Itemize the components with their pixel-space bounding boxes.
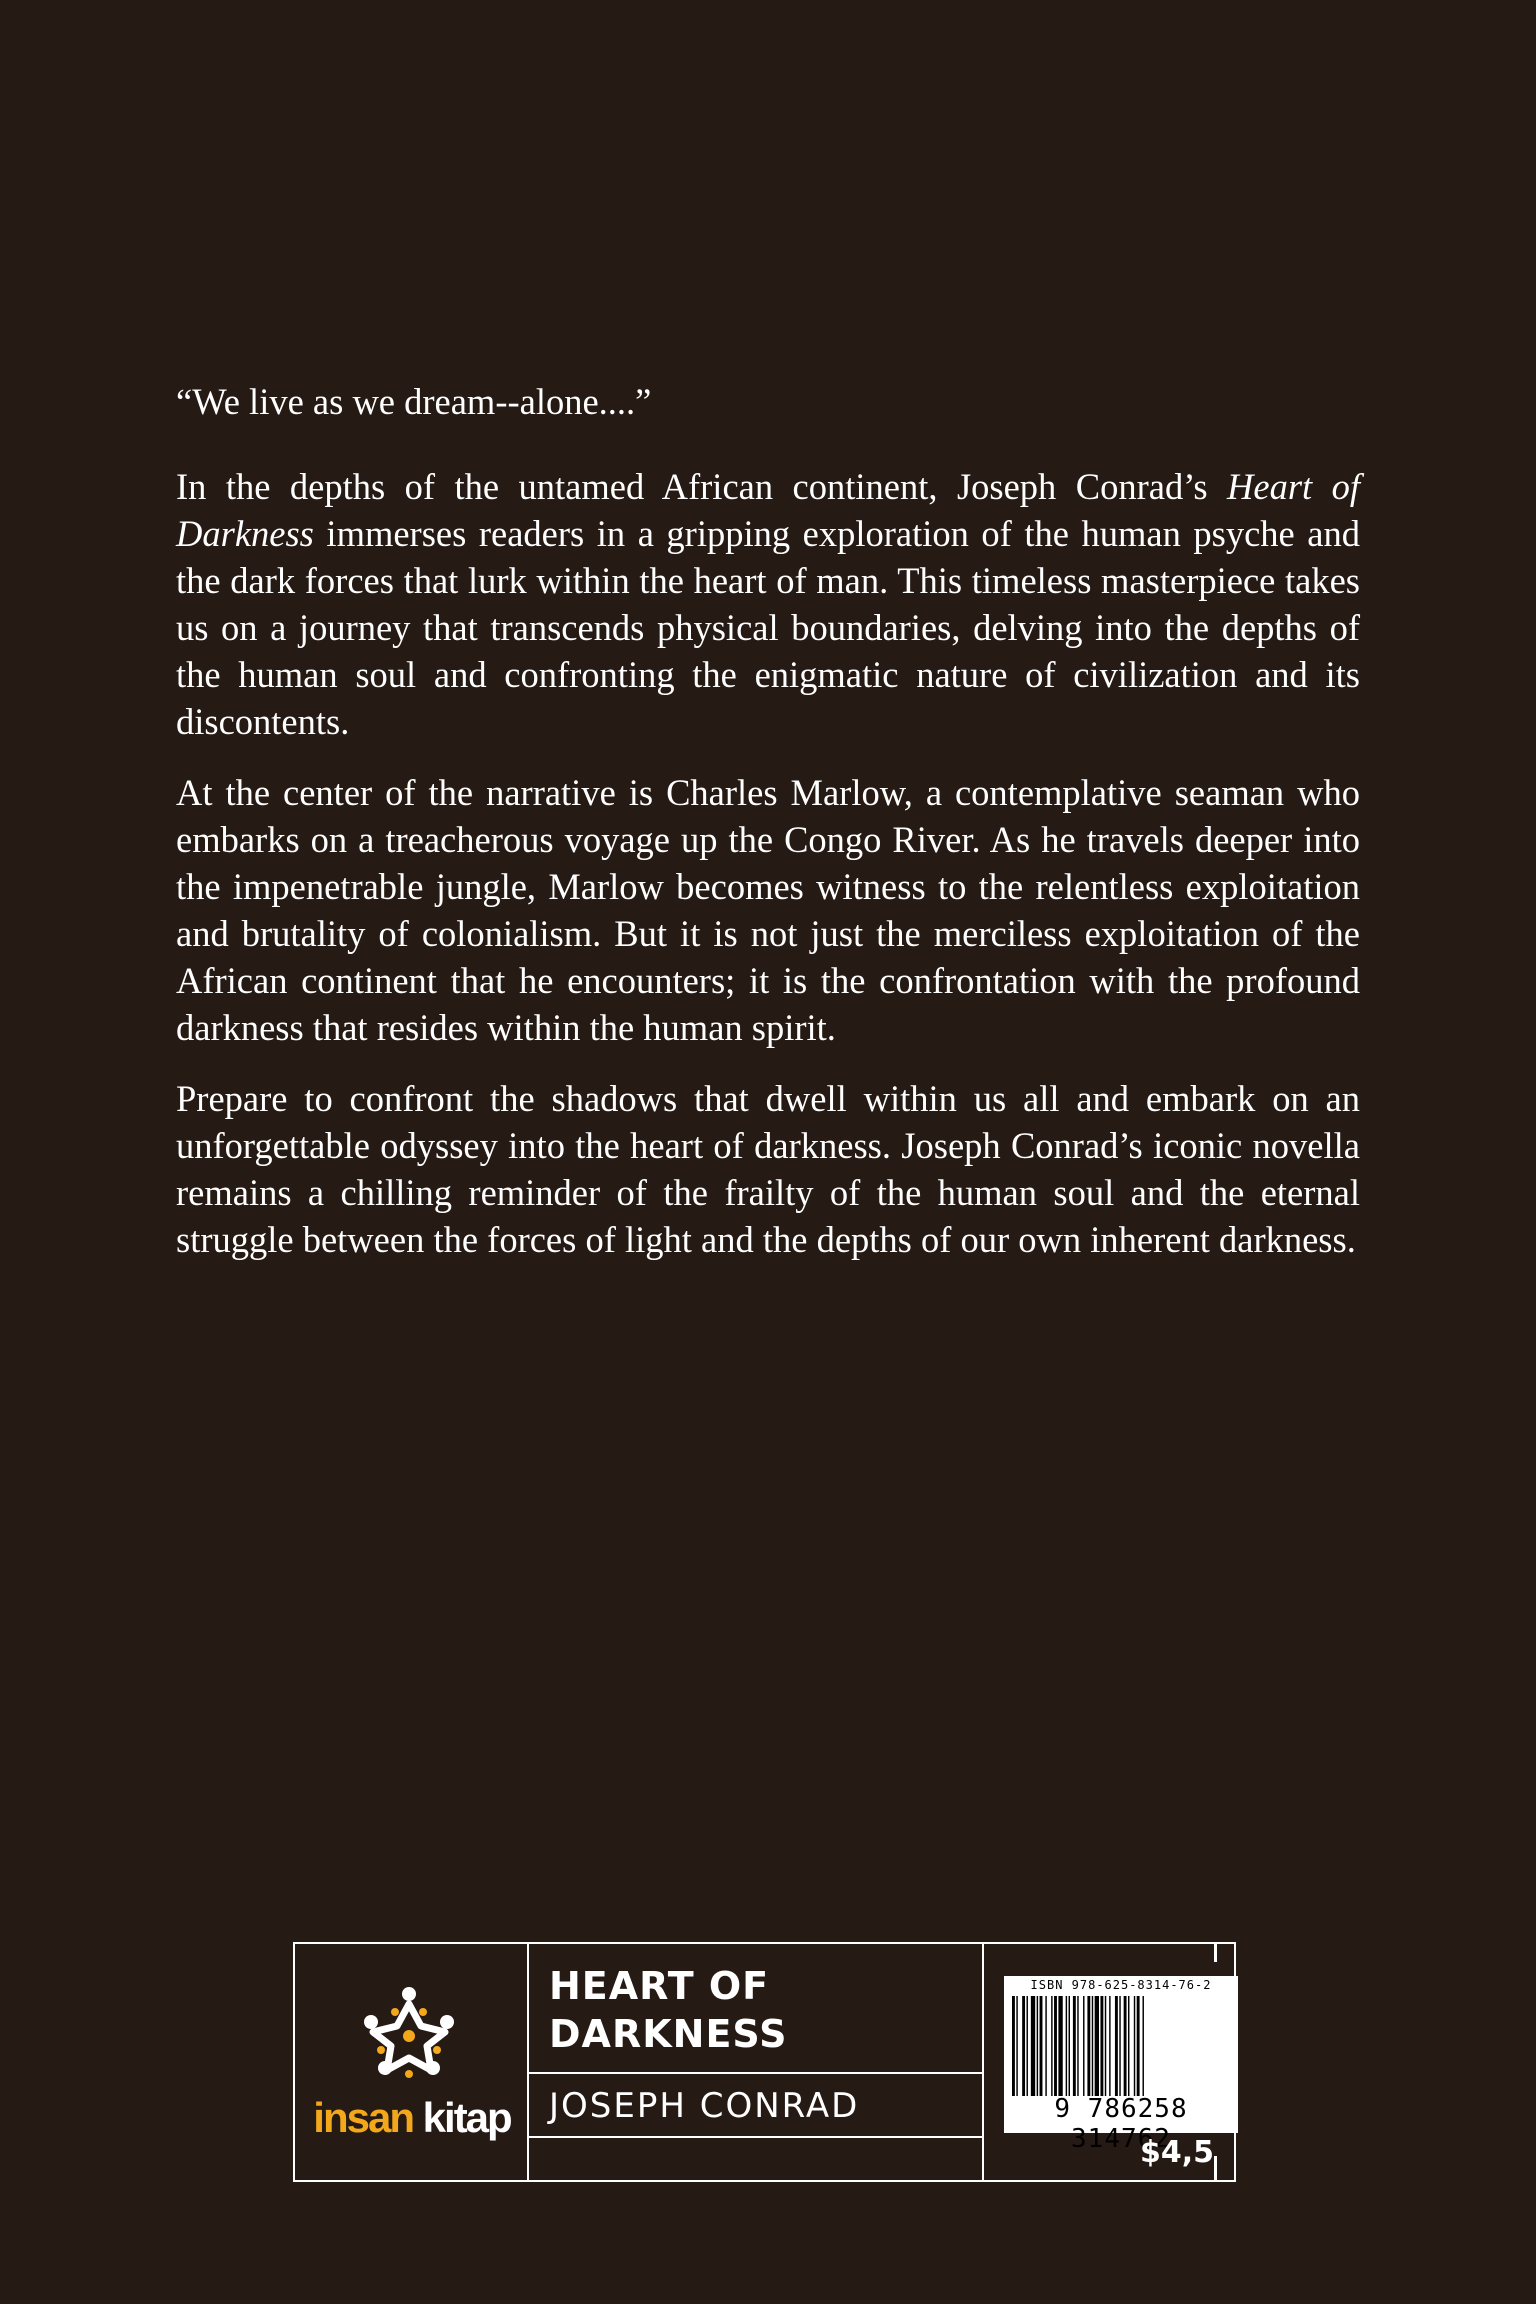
barcode-bar xyxy=(1083,1996,1084,2096)
barcode-bar xyxy=(1134,1996,1135,2096)
barcode-bar xyxy=(1092,1996,1093,2096)
publisher-name-part1: insan xyxy=(313,2094,413,2141)
publisher-name-part2: kitap xyxy=(422,2094,511,2141)
blurb-paragraph-3: Prepare to confront the shadows that dwell within us all and embark on an unforgettable odyssey into the heart of darkness. Joseph Conrad’s iconic novella remains a chilling reminder of the frailty of the human soul and the eternal struggle between the forces of light and the depths of our own inherent darkness. xyxy=(176,1078,1360,1260)
book-title: HEART OF DARKNESS xyxy=(549,1964,788,2056)
barcode-bar xyxy=(1105,1996,1106,2096)
book-title-italic: Heart of Darkness xyxy=(176,466,1361,554)
people-star-icon xyxy=(359,1984,459,2084)
barcode-bar xyxy=(1054,1996,1057,2096)
barcode-bar xyxy=(1128,1996,1129,2096)
title-cell xyxy=(529,1944,984,2180)
ean-digits: 9 786258 314762 xyxy=(1054,2094,1188,2154)
barcode-bar xyxy=(1031,1996,1035,2096)
barcode-bar xyxy=(1119,1996,1120,2096)
barcode-bar xyxy=(1137,1996,1140,2096)
barcode-bar xyxy=(1058,1996,1062,2096)
epigraph-quote: “We live as we dream--alone....” xyxy=(176,381,652,422)
barcode-bar xyxy=(1066,1996,1067,2096)
book-author: JOSEPH CONRAD xyxy=(549,2086,860,2126)
barcode-bar xyxy=(1124,1996,1127,2096)
barcode-bar xyxy=(1022,1996,1025,2096)
barcode-bar xyxy=(1115,1996,1118,2096)
barcode-bar xyxy=(1069,1996,1070,2096)
blurb-paragraph-1 xyxy=(176,463,1360,745)
barcode-bar xyxy=(1143,1996,1144,2096)
publisher-logo xyxy=(295,1944,529,2180)
corner-tick xyxy=(1214,2156,1217,2182)
author-row xyxy=(529,2072,982,2138)
price-label: $4,5 xyxy=(1140,2135,1215,2170)
barcode-bar xyxy=(1040,1996,1043,2096)
back-cover-blurb xyxy=(176,378,1360,1287)
barcode-bar xyxy=(1095,1996,1099,2096)
barcode-bar xyxy=(1045,1996,1046,2096)
barcode-bar xyxy=(1016,1996,1017,2096)
barcode-bar xyxy=(1027,1996,1028,2096)
barcode-bar xyxy=(1012,1996,1015,2096)
blurb-paragraph-2: At the center of the narrative is Charles Marlow, a contemplative seaman who embarks on a treacherous voyage up the Congo River. As he travels deeper into the impenetrable jungle, Marlow becomes witness to the relentless exploitation and brutality of colonialism. But it is not just the merciless exploitation of the African continent that he encounters; it is the confrontation with the profound darkness that resides within the human spirit. xyxy=(176,772,1360,1048)
barcode-bar xyxy=(1077,1996,1078,2096)
barcode-bars xyxy=(1008,1996,1234,2096)
barcode-bar xyxy=(1100,1996,1103,2096)
barcode-bar xyxy=(1109,1996,1110,2096)
blurb-p1-rest: immerses readers in a gripping exploration of the human psyche and the dark forces that lurk within the heart of man. This timeless masterpiece takes us on a journey that transcends physical boundaries, delving into the depths of the human soul and confronting the enigmatic nature of civilization and its discontents. xyxy=(176,513,1360,742)
barcode-bar xyxy=(1073,1996,1076,2096)
barcode-bar xyxy=(1037,1996,1038,2096)
barcode-bar xyxy=(1087,1996,1090,2096)
blurb-p1-lead: In the depths of the untamed African continent, Joseph Conrad’s xyxy=(176,466,1208,507)
isbn-label: ISBN 978-625-8314-76-2 xyxy=(1030,1978,1212,1992)
corner-tick xyxy=(1214,1942,1217,1962)
publisher-name xyxy=(295,2094,529,2142)
barcode-bar xyxy=(1051,1996,1052,2096)
